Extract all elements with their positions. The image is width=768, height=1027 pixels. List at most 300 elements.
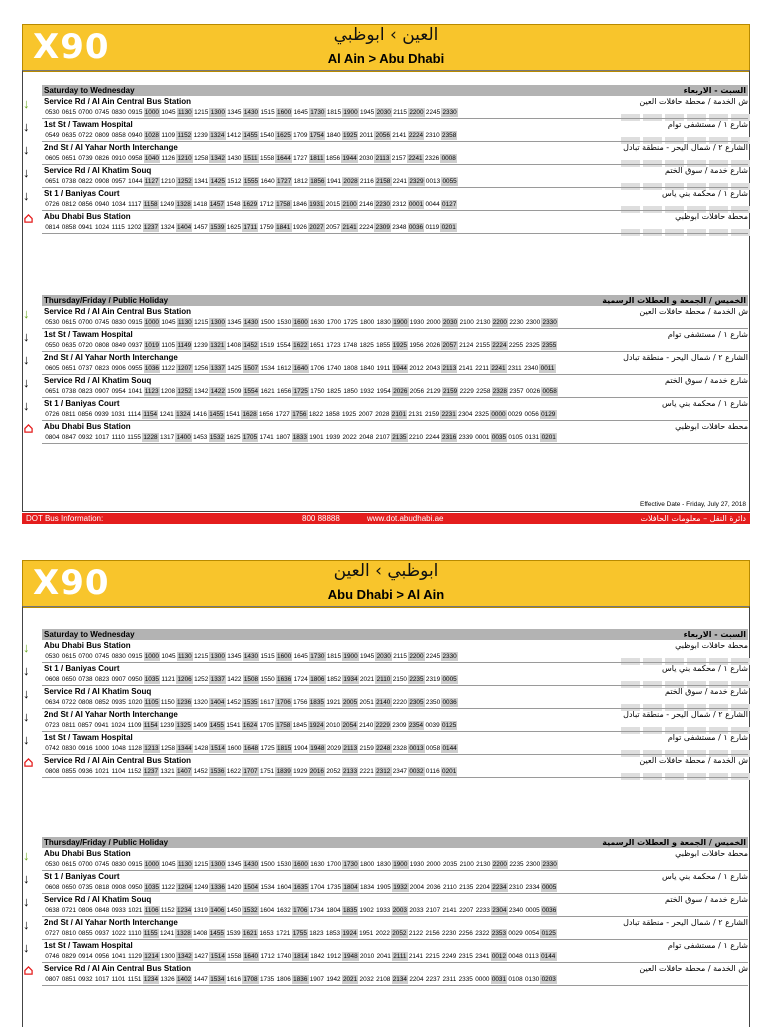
departure-time: 0056: [524, 411, 539, 418]
departure-time: 0737: [78, 365, 93, 372]
departure-time: 2200: [492, 861, 507, 868]
departure-times: [44, 341, 750, 350]
departure-time: 1800: [360, 319, 375, 326]
departure-time: 1508: [243, 676, 259, 683]
departure-time: 1202: [127, 224, 142, 231]
departure-time: 0808: [94, 342, 110, 349]
departure-time: 2245: [425, 109, 441, 116]
stop-name: Service Rd / Al Ain Central Bus Station: [44, 307, 191, 316]
departure-time: 1152: [127, 768, 142, 775]
stop-name-arabic: ش الخدمة / محطة حافلات العين: [639, 97, 748, 106]
section-header: [42, 629, 748, 640]
departure-time: 2159: [359, 745, 374, 752]
departure-time: 1514: [210, 745, 225, 752]
departure-time: 2357: [509, 388, 524, 395]
departure-time: 1115: [111, 224, 125, 231]
stop-row: [22, 330, 750, 353]
departure-time: 0804: [45, 434, 60, 441]
departure-time: 1300: [160, 953, 176, 960]
departure-time: 0530: [45, 319, 60, 326]
departure-time: 2150: [392, 676, 407, 683]
departure-time: 2100: [459, 319, 474, 326]
departure-time: 1342: [210, 155, 225, 162]
departure-time: 1154: [143, 411, 158, 418]
departure-time: 2141: [442, 907, 457, 914]
departure-time: 1750: [310, 388, 325, 395]
departure-time: 1149: [177, 342, 192, 349]
departure-time: 1944: [392, 365, 407, 372]
departure-time: 1939: [325, 434, 341, 441]
departure-time: 1126: [161, 155, 176, 162]
departure-time: 0957: [111, 178, 126, 185]
departure-time: 1402: [177, 976, 192, 983]
departure-time: 1856: [325, 155, 341, 162]
departure-time: 1534: [260, 884, 275, 891]
stop-name: 1st St / Tawam Hospital: [44, 330, 133, 339]
departure-time: 1128: [128, 745, 142, 752]
departure-time: 2113: [343, 745, 358, 752]
departure-time: 1328: [176, 201, 191, 208]
departure-time: 2328: [392, 745, 407, 752]
departure-time: 2312: [376, 768, 391, 775]
departure-time: 1846: [292, 201, 307, 208]
down-arrow-icon: ↓: [23, 398, 30, 413]
departure-time: 2035: [442, 861, 458, 868]
row-divider: [42, 351, 748, 352]
departure-time: 2016: [309, 768, 324, 775]
departure-time: 1945: [360, 653, 375, 660]
departure-time: 1930: [409, 861, 424, 868]
departure-time: 2115: [393, 109, 407, 116]
departure-time: 0830: [61, 745, 76, 752]
departure-time: 1208: [160, 388, 176, 395]
departure-time: 1455: [243, 132, 258, 139]
departure-time: 0738: [61, 178, 76, 185]
route-header: [22, 24, 750, 72]
departure-time: 1214: [144, 953, 159, 960]
departure-time: 0036: [542, 907, 557, 914]
departure-time: 1341: [194, 178, 209, 185]
departure-time: 1045: [161, 319, 176, 326]
stop-name: Abu Dhabi Bus Station: [44, 849, 131, 858]
departure-time: 0651: [45, 388, 60, 395]
departure-time: 1705: [242, 434, 258, 441]
departure-time: 1644: [276, 155, 291, 162]
departure-time: 0907: [111, 676, 126, 683]
stop-row: [22, 895, 750, 918]
departure-time: 1256: [194, 365, 209, 372]
down-arrow-icon: ↓: [23, 352, 30, 367]
departure-time: 2012: [409, 365, 424, 372]
departure-time: 2200: [492, 319, 507, 326]
departure-time: 0722: [61, 699, 76, 706]
departure-time: 1656: [259, 411, 274, 418]
departure-time: 2224: [359, 224, 374, 231]
departure-time: 1630: [310, 861, 325, 868]
section-header: [42, 837, 748, 848]
stop-row: [22, 422, 750, 445]
departure-time: 2312: [392, 201, 407, 208]
departure-time: 1532: [209, 434, 224, 441]
departure-time: 0005: [442, 676, 457, 683]
departure-time: 1040: [144, 155, 159, 162]
departure-time: 1035: [144, 676, 159, 683]
departure-time: 1555: [243, 178, 259, 185]
timetable-sheet-2: [22, 560, 750, 1024]
departure-time: 2133: [342, 768, 358, 775]
departure-time: 1034: [111, 201, 126, 208]
section-label-english: Saturday to Wednesday: [44, 86, 135, 95]
terminus-house-icon: [24, 214, 33, 223]
departure-time: 1709: [293, 132, 308, 139]
departure-time: 1418: [193, 201, 208, 208]
departure-time: 2021: [360, 676, 375, 683]
departure-time: 1215: [194, 653, 209, 660]
departure-time: 1600: [227, 745, 242, 752]
departure-times: [44, 883, 750, 892]
departure-time: 1207: [177, 365, 192, 372]
departure-time: 0823: [94, 676, 110, 683]
stop-name-arabic: محطة حافلات ابوظبي: [675, 212, 748, 221]
departure-time: 2310: [508, 884, 524, 891]
departure-time: 1239: [193, 132, 208, 139]
stop-name: Service Rd / Al Ain Central Bus Station: [44, 964, 191, 973]
departure-time: 1721: [276, 930, 291, 937]
departure-time: 1000: [144, 653, 159, 660]
departure-time: 0058: [542, 388, 557, 395]
departure-time: 1213: [144, 745, 159, 752]
departure-time: 0907: [94, 388, 110, 395]
departure-time: 2134: [392, 976, 407, 983]
departure-time: 0735: [78, 884, 93, 891]
departure-time: 0726: [45, 411, 60, 418]
departure-time: 2026: [425, 342, 441, 349]
departure-time: 2211: [475, 365, 489, 372]
section-header: [42, 295, 748, 306]
stop-row: [22, 353, 750, 376]
departure-time: 0856: [78, 201, 93, 208]
stop-row: [22, 166, 750, 189]
departure-time: 1425: [227, 365, 242, 372]
departure-time: 0615: [61, 319, 76, 326]
down-arrow-icon: ↓: [23, 848, 30, 863]
stop-name: Service Rd / Al Ain Central Bus Station: [44, 97, 191, 106]
departure-time: 2130: [476, 861, 491, 868]
row-divider: [42, 210, 748, 211]
stop-row: [22, 756, 750, 779]
departure-time: 0550: [45, 342, 60, 349]
stop-name: Service Rd / Al Ain Central Bus Station: [44, 756, 191, 765]
departure-time: 2330: [542, 861, 557, 868]
departure-time: 2329: [409, 178, 424, 185]
departure-time: 2041: [376, 953, 391, 960]
departure-time: 1645: [293, 653, 308, 660]
row-divider: [42, 985, 748, 986]
departure-time: 1902: [359, 907, 374, 914]
stop-name-arabic: ش الخدمة / محطة حافلات العين: [639, 307, 748, 316]
departure-time: 1907: [309, 976, 324, 983]
departure-time: 1150: [160, 699, 175, 706]
departure-time: 0950: [128, 884, 143, 891]
departure-time: 1534: [260, 365, 275, 372]
departure-time: 1852: [326, 676, 342, 683]
departure-time: 2057: [442, 342, 457, 349]
stop-row: [22, 687, 750, 710]
departure-time: 1550: [260, 676, 275, 683]
departure-time: 1904: [293, 745, 308, 752]
row-divider: [42, 118, 748, 119]
departure-time: 1017: [94, 976, 110, 983]
departure-time: 0726: [45, 201, 60, 208]
stop-name-arabic: شارع ١ / محكمة بني ياس: [661, 399, 748, 408]
departure-time: 0615: [61, 109, 76, 116]
departure-time: 0700: [78, 653, 93, 660]
stop-name: Abu Dhabi Bus Station: [44, 641, 131, 650]
departure-time: 2022: [375, 930, 390, 937]
departure-time: 0855: [61, 768, 76, 775]
stop-name-arabic: ش الخدمة / محطة حافلات العين: [639, 756, 748, 765]
departure-time: 1625: [226, 434, 241, 441]
departure-time: 1558: [259, 155, 275, 162]
departure-time: 1409: [193, 722, 208, 729]
departure-time: 0011: [540, 365, 555, 372]
departure-time: 1028: [144, 132, 159, 139]
departure-time: 2233: [475, 907, 490, 914]
departure-time: 0005: [542, 884, 557, 891]
departure-time: 2141: [408, 953, 424, 960]
stop-name-arabic: شارع خدمة / سوق الختم: [665, 376, 748, 385]
departure-time: 0826: [94, 155, 110, 162]
departure-time: 0638: [45, 907, 60, 914]
departure-time: 2204: [409, 976, 424, 983]
departure-time: 2010: [360, 953, 375, 960]
departure-time: 1600: [277, 109, 292, 116]
stop-name-arabic: الشارع ٢ / شمال اليحر - منطقة تبادل: [623, 918, 748, 927]
departure-time: 2326: [424, 155, 440, 162]
stop-row: [22, 641, 750, 664]
departure-time: 1228: [143, 434, 158, 441]
departure-time: 2158: [376, 178, 391, 185]
departure-time: 2300: [525, 861, 541, 868]
departure-time: 1825: [359, 342, 374, 349]
departure-time: 1622: [226, 768, 241, 775]
departure-time: 1822: [308, 411, 324, 418]
departure-time: 0941: [94, 722, 109, 729]
departure-time: 1727: [275, 411, 290, 418]
stop-name: Abu Dhabi Bus Station: [44, 422, 131, 431]
departure-time: 1117: [128, 201, 142, 208]
stop-row: [22, 307, 750, 330]
departure-time: 1344: [177, 745, 192, 752]
departure-time: 1155: [127, 434, 141, 441]
departure-time: 1457: [209, 201, 224, 208]
stop-row: [22, 964, 750, 987]
departure-time: 1455: [209, 930, 224, 937]
departure-time: 1839: [276, 768, 291, 775]
departure-time: 1210: [177, 155, 192, 162]
departure-time: 0915: [128, 109, 143, 116]
departure-time: 1759: [259, 224, 274, 231]
departure-time: 1515: [260, 109, 275, 116]
departure-time: 1337: [210, 365, 225, 372]
departure-time: 0738: [61, 388, 76, 395]
departure-time: 1636: [277, 676, 292, 683]
departure-time: 1407: [177, 768, 192, 775]
departure-time: 1725: [293, 388, 308, 395]
departure-time: 2215: [425, 953, 440, 960]
departure-time: 1105: [161, 342, 176, 349]
stop-name-arabic: محطة حافلات ابوظبي: [675, 422, 748, 431]
departure-time: 0809: [94, 132, 110, 139]
departure-time: 1504: [243, 884, 259, 891]
departure-time: 0857: [77, 722, 93, 729]
departure-time: 1036: [144, 365, 159, 372]
departure-time: 0001: [408, 201, 424, 208]
departure-time: 2022: [342, 434, 357, 441]
departure-time: 2110: [442, 884, 457, 891]
departure-time: 1210: [160, 178, 176, 185]
departure-time: 1632: [276, 907, 291, 914]
departure-time: 1834: [360, 884, 375, 891]
departure-time: 0955: [128, 365, 143, 372]
stop-name-arabic: محطة حافلات ابوظبي: [675, 641, 748, 650]
departure-time: 1704: [310, 884, 325, 891]
departure-time: 2048: [359, 434, 374, 441]
departure-time: 2057: [325, 224, 341, 231]
departure-time: 2159: [424, 411, 440, 418]
departure-time: 2204: [475, 884, 490, 891]
departure-time: 2319: [425, 676, 441, 683]
departure-time: 2325: [525, 342, 540, 349]
departure-time: 1022: [111, 930, 126, 937]
departure-time: 1706: [293, 907, 308, 914]
departure-time: 2021: [342, 976, 358, 983]
departure-time: 2220: [392, 699, 407, 706]
departure-time: 1730: [310, 653, 325, 660]
departure-time: 2100: [342, 201, 357, 208]
departure-time: 0013: [425, 178, 441, 185]
stop-row: [22, 872, 750, 895]
departure-time: 0910: [111, 155, 126, 162]
stop-row: [22, 97, 750, 120]
departure-time: 1708: [243, 976, 258, 983]
departure-time: 0858: [61, 224, 76, 231]
departure-time: 0125: [442, 722, 457, 729]
departure-time: 2000: [426, 319, 441, 326]
departure-time: 1404: [177, 224, 192, 231]
departure-time: 2229: [375, 722, 390, 729]
departure-time: 1017: [94, 434, 110, 441]
departure-time: 1911: [376, 365, 391, 372]
departure-time: 2056: [409, 388, 424, 395]
departure-time: 0029: [507, 411, 523, 418]
departure-time: 1734: [309, 907, 324, 914]
departure-time: 1727: [293, 155, 308, 162]
row-divider: [42, 233, 748, 234]
departure-time: 2354: [408, 722, 424, 729]
down-arrow-icon: ↓: [23, 142, 30, 157]
stop-name-arabic: شارع ١ / مستشفى توام: [667, 733, 748, 742]
departure-time: 2033: [409, 907, 424, 914]
departure-time: 1705: [259, 722, 274, 729]
departure-time: 1129: [128, 953, 142, 960]
departure-time: 1239: [193, 342, 208, 349]
departure-time: 2311: [442, 976, 457, 983]
departure-time: 1548: [226, 201, 241, 208]
departure-time: 2026: [393, 388, 408, 395]
departure-time: 0054: [525, 930, 540, 937]
departure-time: 1921: [326, 699, 341, 706]
departure-time: 1600: [277, 653, 292, 660]
row-divider: [42, 893, 748, 894]
departure-time: 2032: [359, 976, 374, 983]
departure-time: 1234: [177, 907, 192, 914]
departure-time: 1158: [143, 201, 158, 208]
departure-time: 1000: [144, 861, 159, 868]
row-divider: [42, 939, 748, 940]
departure-time: 1653: [259, 930, 274, 937]
departure-time: 2300: [525, 319, 541, 326]
departure-time: 0746: [45, 953, 60, 960]
stop-name-arabic: شارع ١ / مستشفى توام: [667, 330, 748, 339]
departure-time: 2056: [375, 132, 390, 139]
departure-time: 1345: [227, 653, 242, 660]
departure-times: [44, 929, 750, 938]
departure-time: 1624: [242, 722, 258, 729]
departure-time: 1539: [210, 224, 225, 231]
stop-name: Abu Dhabi Bus Station: [44, 212, 131, 221]
down-arrow-icon: ↓: [23, 329, 30, 344]
info-footer: [22, 513, 750, 524]
departure-time: 2221: [359, 768, 374, 775]
departure-time: 1840: [326, 132, 341, 139]
departure-time: 1604: [259, 907, 275, 914]
departure-time: 1800: [360, 861, 375, 868]
departure-time: 2200: [409, 109, 424, 116]
departure-time: 1811: [309, 155, 324, 162]
departure-time: 0035: [491, 434, 507, 441]
departure-time: 1130: [177, 861, 192, 868]
departure-time: 0830: [111, 109, 126, 116]
departure-time: 2340: [524, 365, 539, 372]
down-arrow-icon: ↓: [23, 96, 30, 111]
down-arrow-icon: ↓: [23, 940, 30, 955]
departure-times: [44, 952, 750, 961]
departure-time: 2229: [459, 388, 474, 395]
departure-time: 2135: [459, 884, 474, 891]
departure-time: 0950: [128, 676, 143, 683]
down-arrow-icon: ↓: [23, 663, 30, 678]
departure-time: 1700: [326, 861, 342, 868]
departure-time: 0745: [94, 109, 110, 116]
departure-time: 2027: [309, 224, 324, 231]
departure-time: 1951: [359, 930, 374, 937]
stop-row: [22, 376, 750, 399]
departure-time: 1706: [310, 365, 325, 372]
row-divider: [42, 443, 748, 444]
stop-name-arabic: شارع خدمة / سوق الختم: [665, 895, 748, 904]
departure-time: 1406: [210, 907, 225, 914]
departure-time: 1640: [260, 178, 275, 185]
departure-time: 1740: [277, 953, 292, 960]
footer-label: DOT Bus Information:: [26, 514, 104, 523]
departure-time: 1024: [94, 224, 110, 231]
departure-time: 1700: [326, 319, 342, 326]
empty-time-slots: [618, 223, 750, 241]
departure-time: 0848: [94, 907, 110, 914]
departure-time: 1706: [276, 699, 291, 706]
departure-time: 0605: [45, 155, 60, 162]
